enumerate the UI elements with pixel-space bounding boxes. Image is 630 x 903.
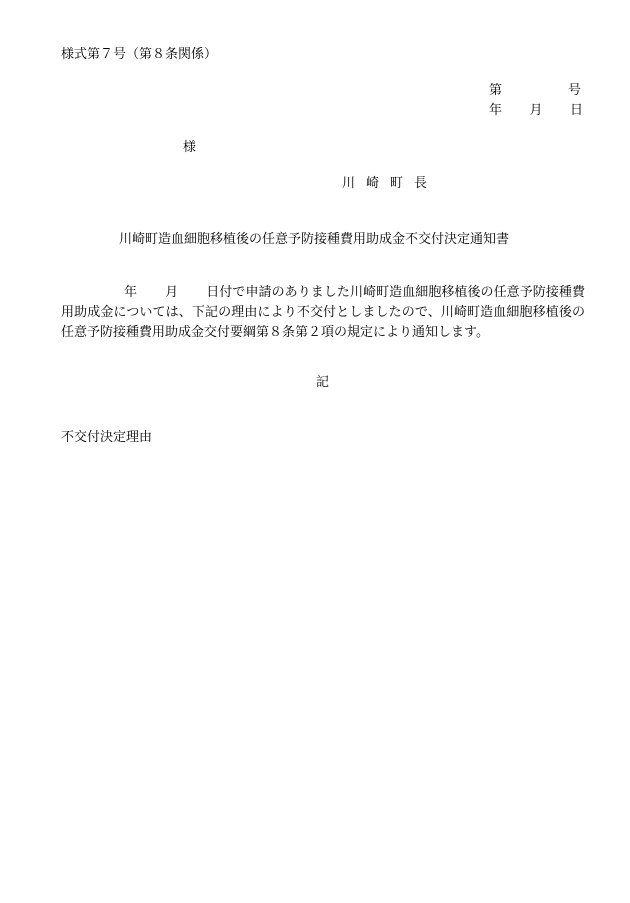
body-month: 月 [165, 285, 179, 300]
body-text: 日付で申請のありました川崎町造血細胞移植後の任意予防接種費用助成金については、下記の理由により不交付としましたので、川崎町造血細胞移植後の任意予防接種費用助成金交付要綱第８条第２項の規定により通知します。 [61, 285, 585, 340]
date-month: 月 [529, 103, 543, 118]
form-number: 様式第７号（第８条関係） [61, 47, 218, 62]
doc-number-suffix: 号 [568, 83, 582, 98]
reason-label: 不交付決定理由 [61, 430, 153, 445]
body-paragraph [61, 283, 585, 343]
addressee-honorific: 様 [183, 140, 197, 155]
sender-name: 川崎町長 [342, 176, 439, 191]
date-day: 日 [569, 103, 583, 118]
ki-marker: 記 [316, 375, 330, 390]
date-year: 年 [489, 103, 503, 118]
doc-number-prefix: 第 [489, 83, 503, 98]
document-title: 川崎町造血細胞移植後の任意予防接種費用助成金不交付決定通知書 [119, 232, 510, 247]
date-line [489, 104, 583, 117]
body-year: 年 [124, 285, 138, 300]
